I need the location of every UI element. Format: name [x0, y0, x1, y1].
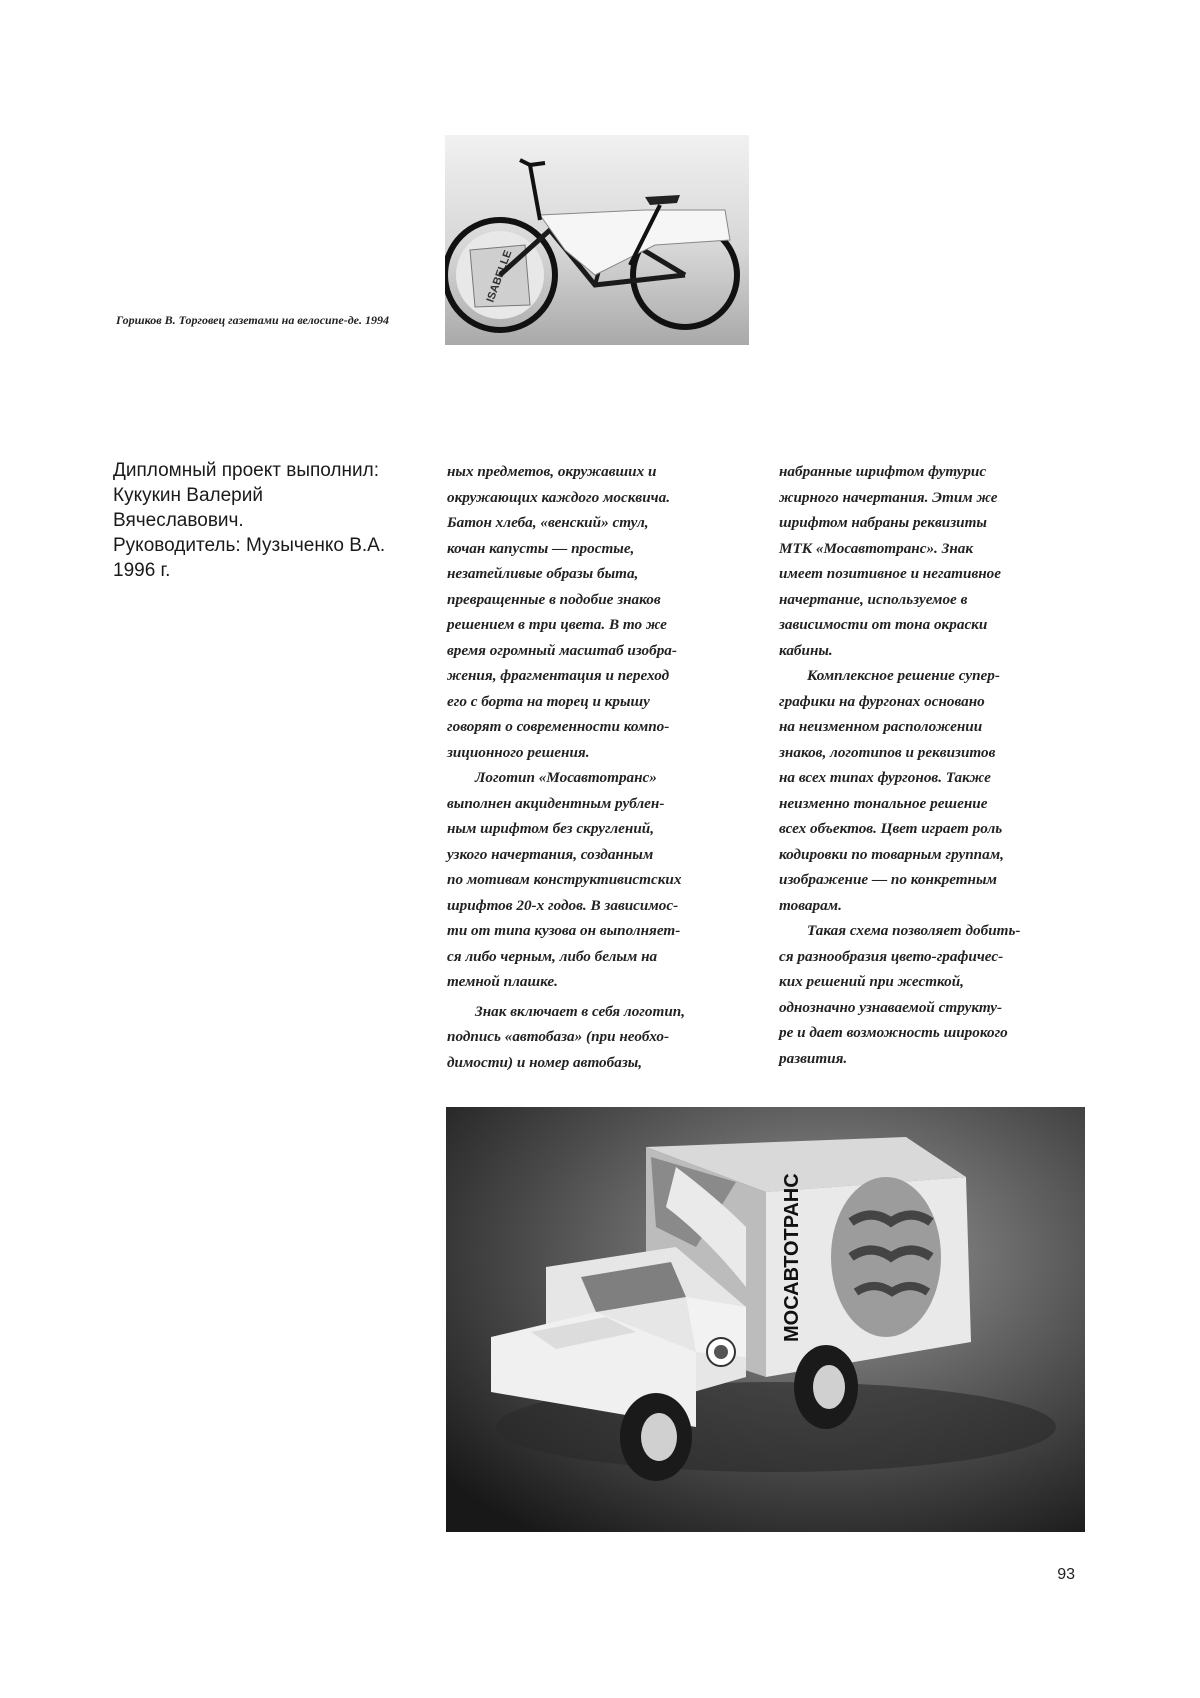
- text-line: превращенные в подобие знаков: [447, 591, 661, 608]
- text-line: ся либо черным, либо белым на: [447, 948, 657, 965]
- text-line: на всех типах фургонов. Также: [779, 769, 991, 786]
- text-line: темной плашке.: [447, 973, 558, 990]
- text-line: подпись «автобаза» (при необхо-: [447, 1028, 669, 1045]
- text-line: ти от типа кузова он выполняет-: [447, 922, 680, 939]
- text-line: зависимости от тона окраски: [779, 616, 987, 633]
- bicycle-photo-caption: Горшков В. Торговец газетами на велосипе-де. 1994: [116, 313, 426, 328]
- text-line: ся разнообразия цвето-графичес-: [779, 948, 1003, 965]
- text-line: Такая схема позволяет добить-: [807, 922, 1020, 939]
- text-line: начертание, используемое в: [779, 591, 967, 608]
- text-column-1: [447, 459, 747, 1075]
- text-line: Логотип «Мосавтотранс»: [475, 769, 657, 786]
- text-line: время огромный масштаб изобра-: [447, 642, 677, 659]
- text-line: шрифтов 20-х годов. В зависимос-: [447, 897, 678, 914]
- text-line: кочан капусты — простые,: [447, 540, 634, 557]
- text-line: жения, фрагментация и переход: [447, 667, 669, 684]
- credits-line: Кукукин Валерий: [113, 483, 423, 508]
- paragraph: [779, 663, 1079, 918]
- text-line: ным шрифтом без скруглений,: [447, 820, 654, 837]
- text-line: Батон хлеба, «венский» стул,: [447, 514, 649, 531]
- paragraph: [447, 459, 747, 765]
- text-line: МТК «Мосавтотранс». Знак: [779, 540, 973, 557]
- text-line: узкого начертания, созданным: [447, 846, 653, 863]
- text-line: кабины.: [779, 642, 833, 659]
- text-line: говорят о современности компо-: [447, 718, 669, 735]
- text-line: графики на фургонах основано: [779, 693, 985, 710]
- text-line: по мотивам конструктивистских: [447, 871, 681, 888]
- text-line: на неизменном расположении: [779, 718, 982, 735]
- text-line: кодировки по товарным группам,: [779, 846, 1004, 863]
- paragraph: [447, 765, 747, 995]
- text-line: зиционного решения.: [447, 744, 590, 761]
- credits-line: 1996 г.: [113, 558, 423, 583]
- text-line: шрифтом набраны реквизиты: [779, 514, 987, 531]
- page-number: 93: [1057, 1566, 1075, 1584]
- text-line: однозначно узнаваемой структу-: [779, 999, 1002, 1016]
- truck-logo-text: МОСАВТОТРАНС: [781, 1173, 803, 1342]
- paragraph: [447, 999, 747, 1076]
- text-line: набранные шрифтом футурис: [779, 463, 986, 480]
- text-line: имеет позитивное и негативное: [779, 565, 1001, 582]
- project-credits: [113, 458, 423, 583]
- text-line: ре и дает возможность широкого: [779, 1024, 1008, 1041]
- text-line: Комплексное решение супер-: [807, 667, 1000, 684]
- bicycle-photo: [445, 135, 749, 345]
- text-line: окружающих каждого москвича.: [447, 489, 670, 506]
- text-line: жирного начертания. Этим же: [779, 489, 998, 506]
- credits-line: Вячеславович.: [113, 508, 423, 533]
- text-line: ких решений при жесткой,: [779, 973, 964, 990]
- text-line: всех объектов. Цвет играет роль: [779, 820, 1002, 837]
- text-line: димости) и номер автобазы,: [447, 1054, 642, 1071]
- credits-line: Руководитель: Музыченко В.А.: [113, 533, 423, 558]
- text-line: знаков, логотипов и реквизитов: [779, 744, 995, 761]
- text-line: решением в три цвета. В то же: [447, 616, 667, 633]
- text-line: ных предметов, окружавших и: [447, 463, 656, 480]
- text-line: выполнен акцидентным рублен-: [447, 795, 664, 812]
- text-line: изображение — по конкретным: [779, 871, 997, 888]
- credits-line: Дипломный проект выполнил:: [113, 458, 423, 483]
- text-line: товарам.: [779, 897, 842, 914]
- text-line: Знак включает в себя логотип,: [475, 1003, 685, 1020]
- text-line: незатейливые образы быта,: [447, 565, 638, 582]
- text-line: развития.: [779, 1050, 847, 1067]
- truck-model-photo: [446, 1107, 1085, 1532]
- bike-frame-label: ISABELLE: [485, 249, 515, 304]
- text-line: его с борта на торец и крышу: [447, 693, 650, 710]
- text-column-2: [779, 459, 1079, 1071]
- paragraph: [779, 918, 1079, 1071]
- text-line: неизменно тональное решение: [779, 795, 987, 812]
- paragraph: [779, 459, 1079, 663]
